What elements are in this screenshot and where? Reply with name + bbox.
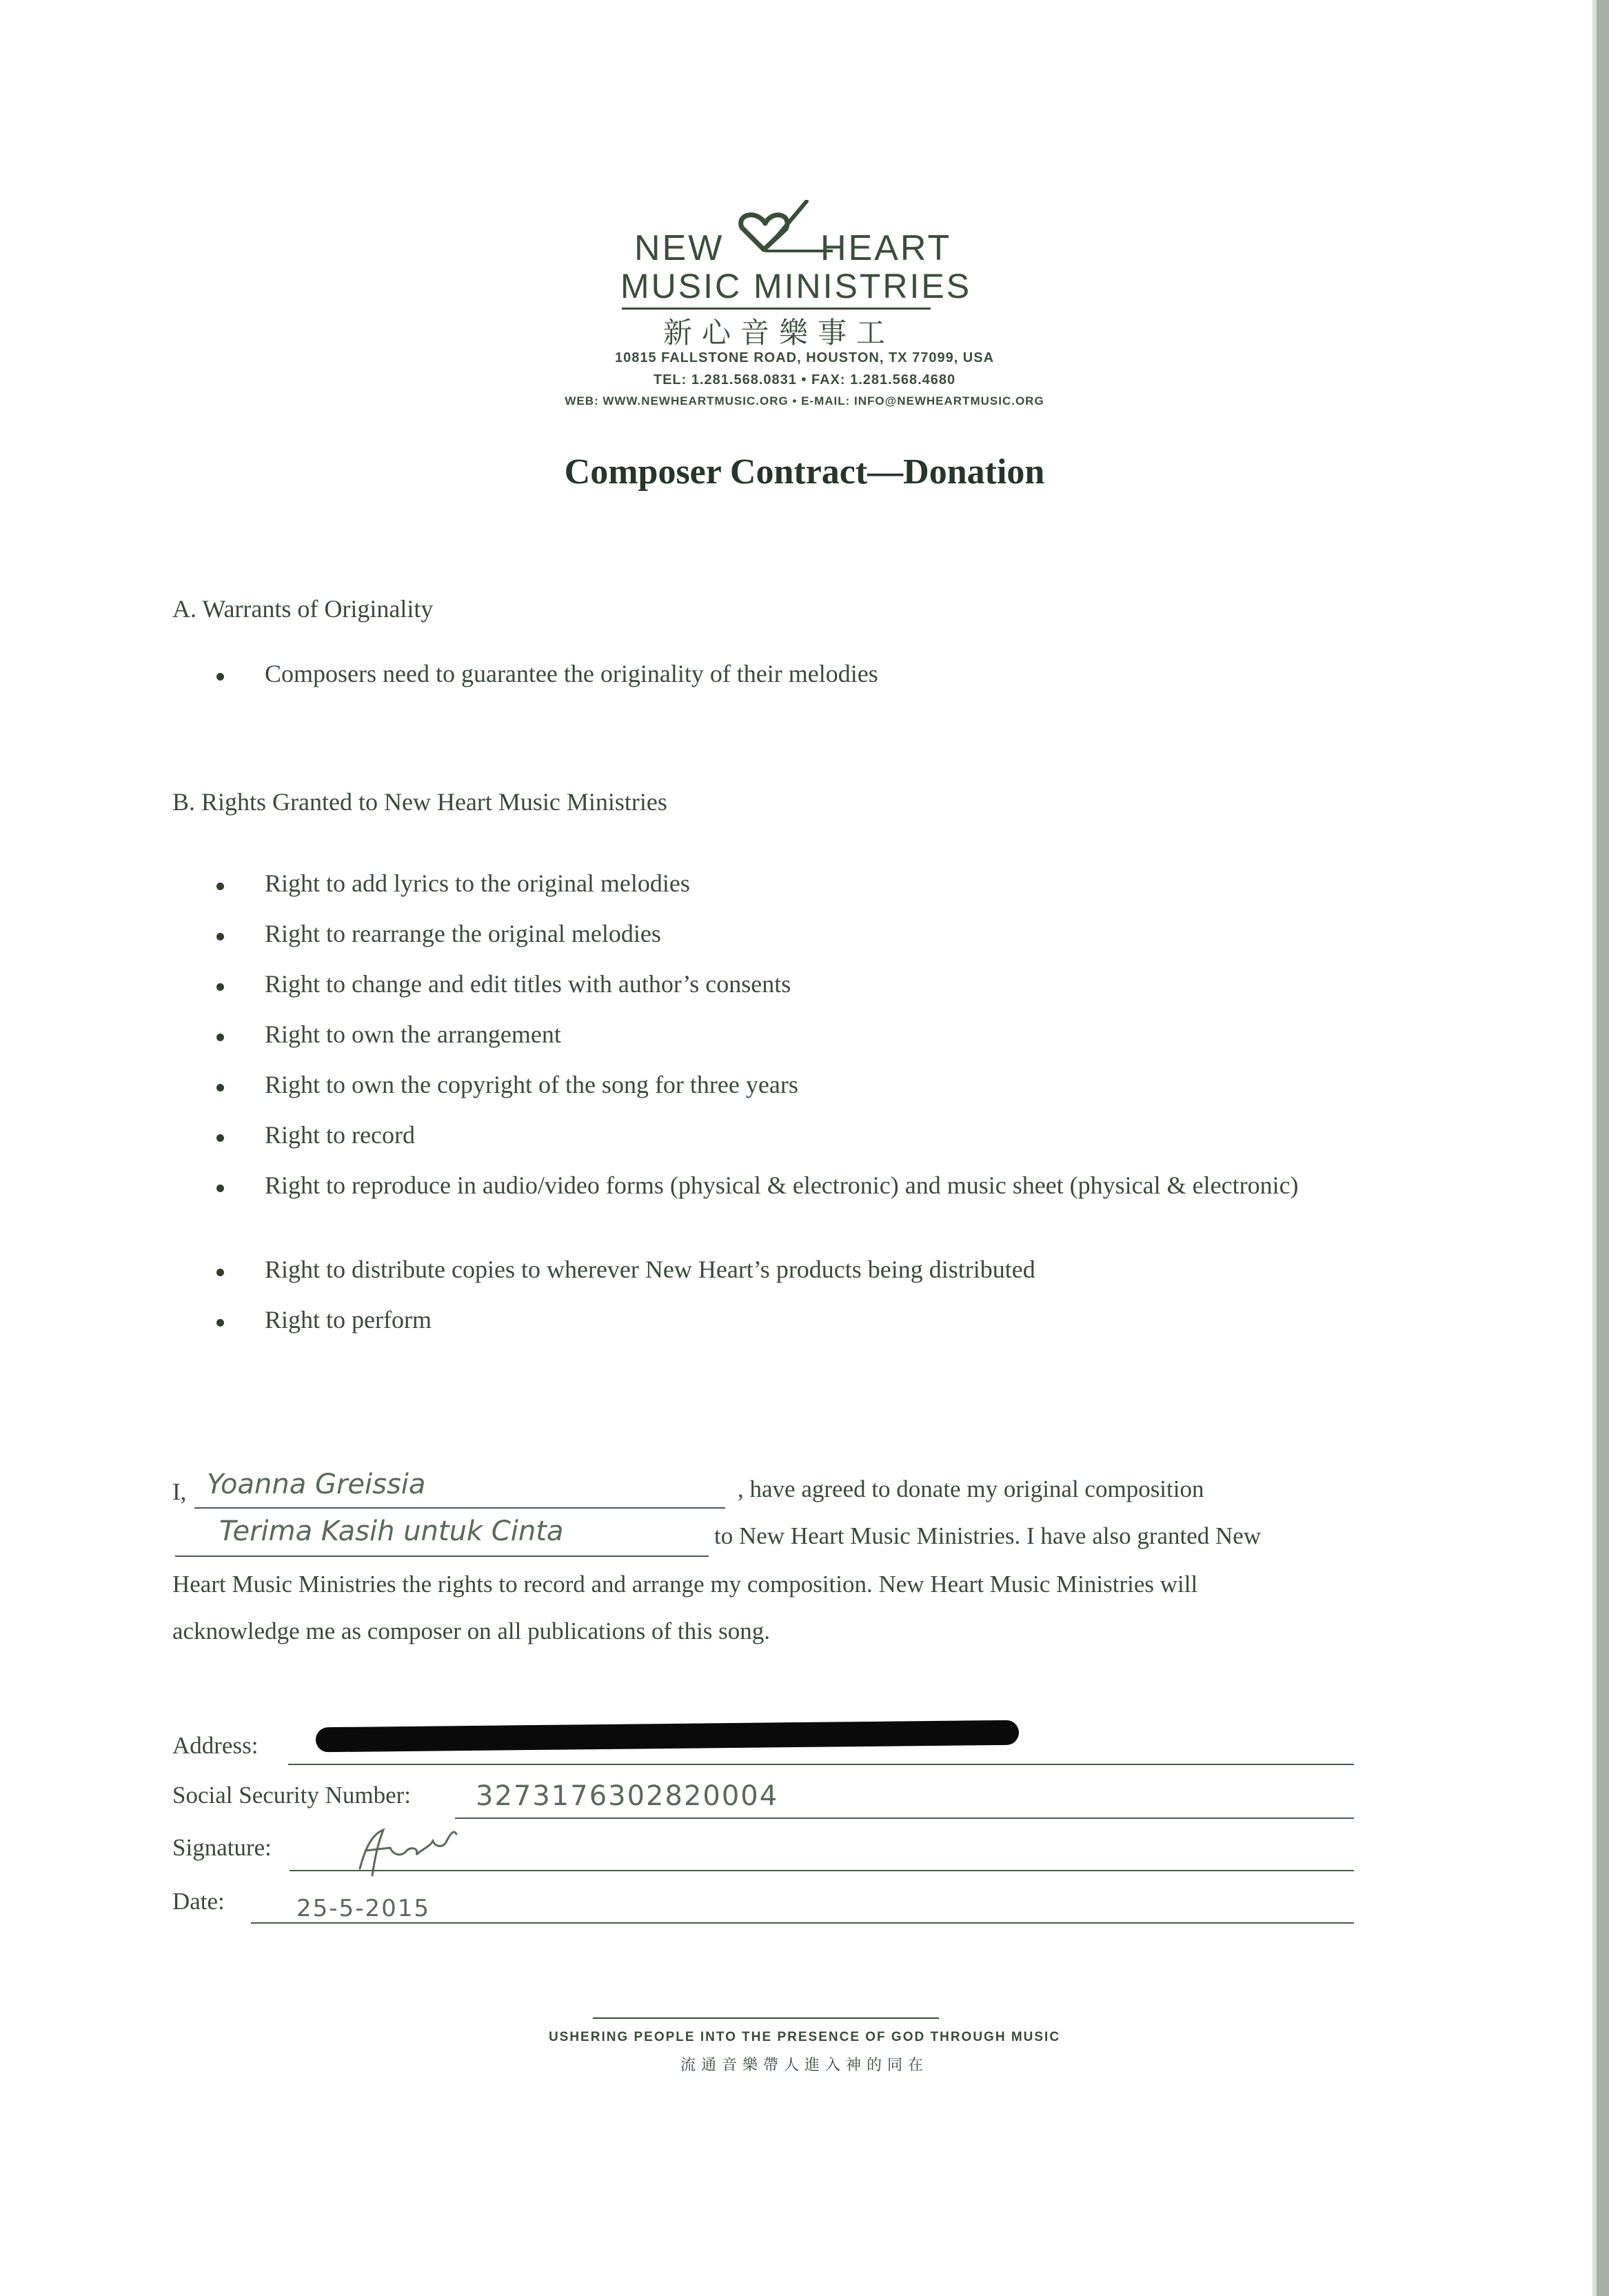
handwritten-name: Yoanna Greissia <box>207 1469 426 1500</box>
section-b-heading: B. Rights Granted to New Heart Music Ministries <box>172 788 667 816</box>
logo-subtitle: MUSIC MINISTRIES <box>620 267 972 305</box>
agreement-line-2: to New Heart Music Ministries. I have also granted New <box>714 1522 1262 1549</box>
document-title: Composer Contract—Donation <box>564 452 1045 492</box>
address-label: Address: <box>172 1732 259 1759</box>
composition-underline <box>175 1555 709 1557</box>
signature-image <box>345 1820 483 1882</box>
logo-divider <box>622 308 931 310</box>
logo-chinese-name: 新心音樂事工 <box>662 316 895 350</box>
letterhead-web-email: WEB: WWW.NEWHEARTMUSIC.ORG • E-MAIL: INFO@NEWHEARTMUSIC.ORG <box>565 394 1044 407</box>
handwritten-composition-title: Terima Kasih untuk Cinta <box>219 1515 564 1547</box>
ssn-value: 3273176302820004 <box>476 1780 779 1812</box>
heart-logo-icon <box>729 200 833 269</box>
section-b-bullet: Right to perform <box>265 1306 432 1333</box>
letterhead-phone-fax: TEL: 1.281.568.0831 • FAX: 1.281.568.4680 <box>653 372 956 387</box>
agreement-prefix: I, <box>172 1478 187 1505</box>
signature-line <box>290 1870 1354 1871</box>
agreement-line-3: Heart Music Ministries the rights to record and arrange my composition. New Heart Music Ministries will <box>172 1571 1198 1598</box>
page-edge <box>1597 0 1609 2296</box>
date-line <box>251 1922 1354 1924</box>
section-a-heading: A. Warrants of Originality <box>172 595 434 623</box>
bullet-icon <box>216 883 224 890</box>
address-redaction <box>316 1720 1019 1753</box>
section-b-bullet: Right to own the copyright of the song for three years <box>265 1071 798 1098</box>
logo <box>614 200 972 350</box>
bullet-icon <box>216 933 224 940</box>
bullet-icon <box>216 1269 224 1276</box>
section-b-bullet: Right to change and edit titles with author’s consents <box>265 970 791 998</box>
name-underline <box>194 1507 725 1509</box>
bullet-icon <box>216 1319 224 1327</box>
section-b-bullet: Right to reproduce in audio/video forms (physical & electronic) and music sheet (physical & electronic) <box>265 1171 1299 1199</box>
section-b-bullet: Right to distribute copies to wherever New Heart’s products being distributed <box>265 1256 1035 1283</box>
bullet-icon <box>216 1185 224 1192</box>
logo-heart-text: HEART <box>820 228 952 268</box>
bullet-icon <box>216 1084 224 1091</box>
section-b-bullet: Right to record <box>265 1121 415 1149</box>
bullet-icon <box>216 1034 224 1041</box>
ssn-label: Social Security Number: <box>172 1782 412 1809</box>
section-b-bullet: Right to rearrange the original melodies <box>265 920 661 947</box>
logo-new-text: NEW <box>634 228 725 268</box>
agreement-line-1: , have agreed to donate my original composition <box>738 1476 1204 1502</box>
signature-label: Signature: <box>172 1834 272 1861</box>
section-b-bullet: Right to own the arrangement <box>265 1020 561 1048</box>
section-b-bullet: Right to add lyrics to the original melodies <box>265 869 690 897</box>
date-label: Date: <box>172 1888 225 1915</box>
bullet-icon <box>216 1134 224 1142</box>
footer-motto: USHERING PEOPLE INTO THE PRESENCE OF GOD THROUGH MUSIC <box>548 2030 1061 2044</box>
bullet-icon <box>216 673 224 681</box>
letterhead-address: 10815 FALLSTONE ROAD, HOUSTON, TX 77099, USA <box>614 350 995 365</box>
address-line <box>288 1764 1354 1765</box>
agreement-line-4: acknowledge me as composer on all publications of this song. <box>172 1618 771 1644</box>
date-value: 25-5-2015 <box>296 1895 430 1922</box>
footer-chinese-motto: 流通音樂帶人進入神的同在 <box>680 2057 929 2074</box>
section-a-bullet: Composers need to guarantee the originality of their melodies <box>265 660 878 687</box>
footer-divider <box>593 2017 939 2019</box>
ssn-line <box>455 1817 1354 1819</box>
bullet-icon <box>216 983 224 991</box>
